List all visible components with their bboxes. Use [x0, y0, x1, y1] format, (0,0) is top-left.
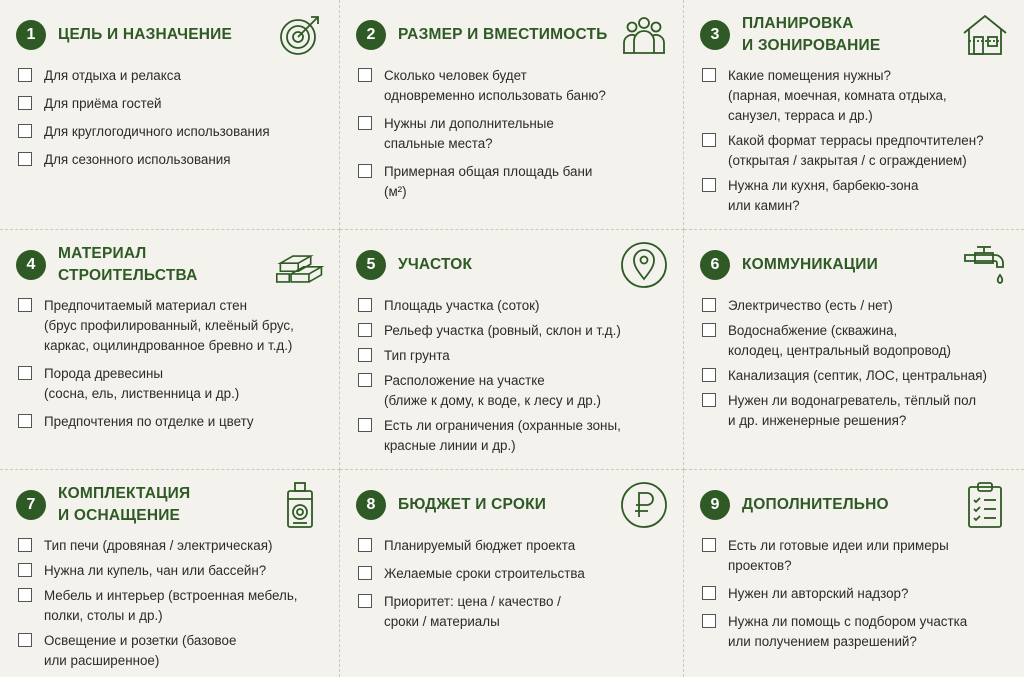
section-title: УЧАСТОК — [398, 256, 473, 273]
house-icon — [960, 10, 1010, 60]
list-item: Площадь участка (соток) — [358, 296, 669, 316]
checkbox[interactable] — [18, 96, 32, 110]
section-number: 5 — [356, 250, 386, 280]
checkbox[interactable] — [358, 164, 372, 178]
section-title: КОММУНИКАЦИИ — [742, 256, 878, 273]
people-group-icon — [619, 10, 669, 60]
section-header — [700, 484, 1010, 526]
list-item: Тип печи (дровяная / электрическая) — [18, 536, 325, 556]
water-tap-icon — [960, 240, 1010, 290]
list-item: Нужны ли дополнительные спальные места? — [358, 114, 669, 154]
section-title: МАТЕРИАЛ СТРОИТЕЛЬСТВА — [58, 245, 198, 284]
section-plot — [340, 230, 684, 470]
list-item: Предпочтения по отделке и цвету — [18, 412, 325, 432]
list-item: Есть ли ограничения (охранные зоны, красные линии и др.) — [358, 416, 669, 456]
checkbox[interactable] — [358, 566, 372, 580]
section-budget — [340, 470, 684, 677]
checkbox[interactable] — [358, 68, 372, 82]
section-header — [16, 14, 325, 56]
list-item: Нужен ли водонагреватель, тёплый пол и др. инженерные решения? — [702, 391, 1010, 431]
checkbox[interactable] — [358, 594, 372, 608]
timber-stack-icon — [275, 240, 325, 290]
checklist — [16, 66, 325, 170]
checkbox[interactable] — [358, 348, 372, 362]
checklist — [356, 296, 669, 456]
checkbox[interactable] — [702, 393, 716, 407]
list-item: Нужна ли купель, чан или бассейн? — [18, 561, 325, 581]
checkbox[interactable] — [358, 116, 372, 130]
checklist — [700, 66, 1010, 216]
checkbox[interactable] — [702, 368, 716, 382]
list-item: Канализация (септик, ЛОС, центральная) — [702, 366, 1010, 386]
list-item: Планируемый бюджет проекта — [358, 536, 669, 556]
list-item: Электричество (есть / нет) — [702, 296, 1010, 316]
list-item: Приоритет: цена / качество / сроки / материалы — [358, 592, 669, 632]
target-icon — [275, 10, 325, 60]
list-item: Предпочитаемый материал стен (брус профилированный, клеёный брус, каркас, оцилиндрованное бревно и т.д.) — [18, 296, 325, 356]
list-item: Расположение на участке (ближе к дому, к воде, к лесу и др.) — [358, 371, 669, 411]
section-size — [340, 0, 684, 230]
section-number: 8 — [356, 490, 386, 520]
checkbox[interactable] — [18, 366, 32, 380]
list-item: Какие помещения нужны? (парная, моечная, комната отдыха, санузел, терраса и др.) — [702, 66, 1010, 126]
checkbox[interactable] — [18, 414, 32, 428]
list-item: Тип грунта — [358, 346, 669, 366]
section-number: 1 — [16, 20, 46, 50]
section-header — [16, 244, 325, 286]
section-equipment — [0, 470, 340, 677]
list-item: Для сезонного использования — [18, 150, 325, 170]
checkbox[interactable] — [18, 152, 32, 166]
section-number: 7 — [16, 490, 46, 520]
list-item: Рельеф участка (ровный, склон и т.д.) — [358, 321, 669, 341]
checkbox[interactable] — [18, 298, 32, 312]
section-number: 2 — [356, 20, 386, 50]
list-item: Сколько человек будет одновременно использовать баню? — [358, 66, 669, 106]
list-item: Нужен ли авторский надзор? — [702, 584, 1010, 604]
checklist — [700, 296, 1010, 431]
section-number: 6 — [700, 250, 730, 280]
checkbox[interactable] — [702, 323, 716, 337]
section-layout — [684, 0, 1024, 230]
section-header — [356, 244, 669, 286]
list-item: Нужна ли помощь с подбором участка или получением разрешений? — [702, 612, 1010, 652]
section-number: 9 — [700, 490, 730, 520]
section-material — [0, 230, 340, 470]
list-item: Мебель и интерьер (встроенная мебель, полки, столы и др.) — [18, 586, 325, 626]
list-item: Желаемые сроки строительства — [358, 564, 669, 584]
checkbox[interactable] — [702, 586, 716, 600]
list-item: Для круглогодичного использования — [18, 122, 325, 142]
checkbox[interactable] — [358, 538, 372, 552]
list-item: Примерная общая площадь бани (м²) — [358, 162, 669, 202]
stove-icon — [275, 480, 325, 530]
section-header — [16, 484, 325, 526]
checklist — [356, 66, 669, 202]
list-item: Освещение и розетки (базовое или расширенное) — [18, 631, 325, 671]
section-number: 3 — [700, 20, 730, 50]
checklist — [16, 296, 325, 432]
checkbox[interactable] — [702, 538, 716, 552]
list-item: Водоснабжение (скважина, колодец, центральный водопровод) — [702, 321, 1010, 361]
list-item: Есть ли готовые идеи или примеры проектов? — [702, 536, 1010, 576]
list-item: Нужна ли кухня, барбекю-зона или камин? — [702, 176, 1010, 216]
section-title: ПЛАНИРОВКА И ЗОНИРОВАНИЕ — [742, 15, 881, 54]
section-title: РАЗМЕР И ВМЕСТИМОСТЬ — [398, 26, 608, 43]
checkbox[interactable] — [358, 418, 372, 432]
checkbox[interactable] — [702, 133, 716, 147]
section-goal — [0, 0, 340, 230]
checkbox[interactable] — [18, 588, 32, 602]
checkbox[interactable] — [702, 298, 716, 312]
location-pin-icon — [619, 240, 669, 290]
checklist — [700, 536, 1010, 652]
section-number: 4 — [16, 250, 46, 280]
checkbox[interactable] — [702, 68, 716, 82]
checkbox[interactable] — [18, 563, 32, 577]
section-utilities — [684, 230, 1024, 470]
section-additional — [684, 470, 1024, 677]
checkbox[interactable] — [358, 323, 372, 337]
checklist — [356, 536, 669, 632]
checkbox[interactable] — [702, 614, 716, 628]
checkbox[interactable] — [18, 538, 32, 552]
checkbox[interactable] — [358, 298, 372, 312]
section-header — [700, 14, 1010, 56]
section-title: БЮДЖЕТ И СРОКИ — [398, 496, 547, 513]
list-item: Порода древесины (сосна, ель, лиственница и др.) — [18, 364, 325, 404]
section-title: ДОПОЛНИТЕЛЬНО — [742, 496, 889, 513]
section-title: ЦЕЛЬ И НАЗНАЧЕНИЕ — [58, 26, 233, 43]
clipboard-checklist-icon — [960, 480, 1010, 530]
ruble-icon — [619, 480, 669, 530]
list-item: Для приёма гостей — [18, 94, 325, 114]
section-header — [356, 484, 669, 526]
list-item: Какой формат террасы предпочтителен? (открытая / закрытая / с ограждением) — [702, 131, 1010, 171]
checkbox[interactable] — [18, 633, 32, 647]
checkbox[interactable] — [358, 373, 372, 387]
list-item: Для отдыха и релакса — [18, 66, 325, 86]
checklist — [16, 536, 325, 671]
section-header — [356, 14, 669, 56]
checkbox[interactable] — [18, 124, 32, 138]
checkbox[interactable] — [702, 178, 716, 192]
section-title: КОМПЛЕКТАЦИЯ И ОСНАЩЕНИЕ — [58, 485, 191, 524]
section-header — [700, 244, 1010, 286]
checkbox[interactable] — [18, 68, 32, 82]
